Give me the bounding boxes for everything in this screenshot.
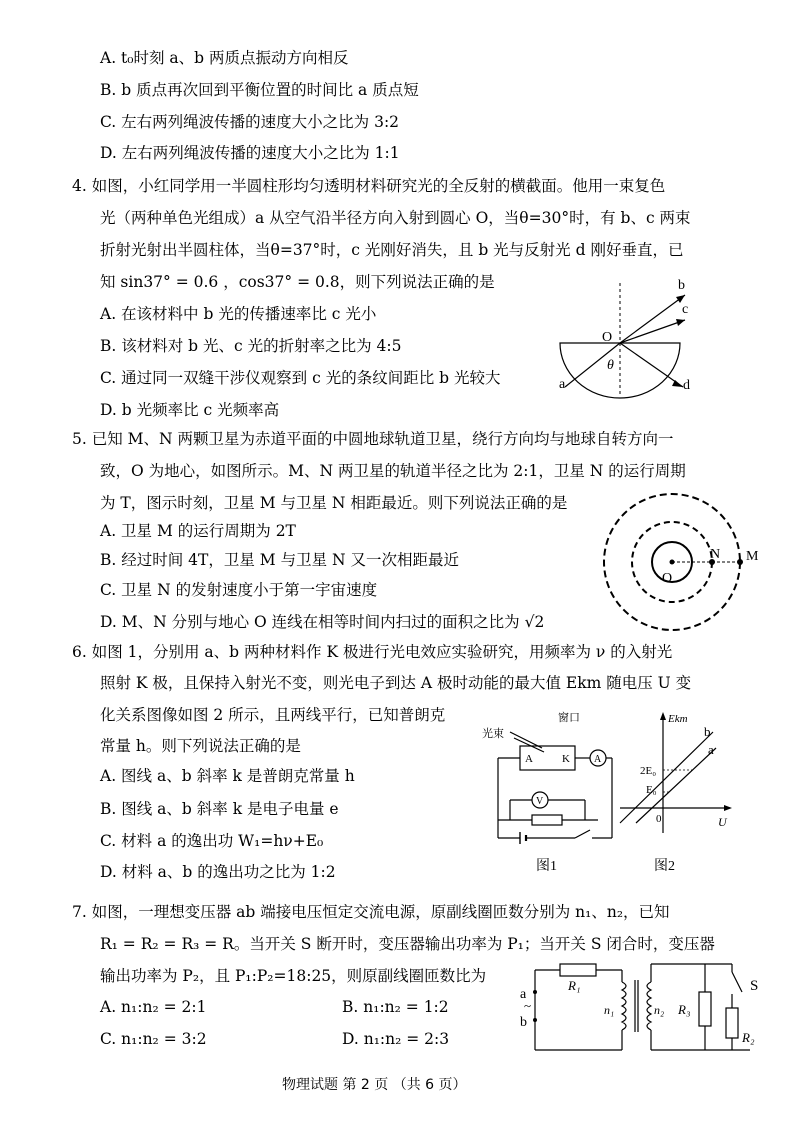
q5-option-c: C. 卫星 N 的发射速度小于第一宇宙速度	[100, 581, 378, 599]
q6-stem-line4: 常量 h。则下列说法正确的是	[100, 737, 301, 755]
label-r3: R₃	[678, 1002, 691, 1017]
label-b: b	[520, 1015, 527, 1030]
q5-option-a: A. 卫星 M 的运行周期为 2T	[100, 522, 296, 540]
q6-circuit-figure-1	[480, 708, 620, 880]
q4-option-d: D. b 光频率比 c 光频率高	[100, 401, 280, 419]
label-r2: R₂	[742, 1030, 755, 1045]
q6-stem-line2: 照射 K 极，且保持入射光不变，则光电子到达 A 极时动能的最大值 Ekm 随电压 U 变	[100, 674, 692, 692]
q7-option-c: C. n₁:n₂ = 3:2	[100, 1030, 207, 1048]
rheostat	[532, 815, 562, 825]
q4-semicircle-figure	[555, 275, 720, 400]
resistor-r2	[726, 1008, 738, 1038]
line-b	[620, 732, 713, 823]
switch-s	[732, 972, 742, 992]
q5-stem-line1: 5. 已知 M、N 两颗卫星为赤道平面的中圆地球轨道卫星，绕行方向均与地球自转方向一	[72, 430, 674, 448]
label-n1: n₁	[604, 1003, 615, 1017]
label-theta: θ	[607, 358, 614, 373]
q7-transformer-figure	[510, 950, 770, 1068]
q3-option-d: D. 左右两列绳波传播的速度大小之比为 1:1	[100, 144, 400, 162]
label-origin: 0	[656, 813, 662, 825]
label-n: N	[710, 547, 721, 562]
label-k-electrode: K	[562, 753, 570, 765]
label-ac: ~	[524, 998, 532, 1013]
q3-option-c: C. 左右两列绳波传播的速度大小之比为 3:2	[100, 113, 400, 131]
q5-stem-line3: 为 T，图示时刻，卫星 M 与卫星 N 相距最近。则下列说法正确的是	[100, 494, 568, 512]
caption-fig1: 图1	[536, 859, 557, 874]
label-s: S	[750, 978, 759, 994]
q6-option-c: C. 材料 a 的逸出功 W₁=hν+E₀	[100, 832, 324, 850]
ray-b	[620, 295, 685, 343]
q4-stem-line3: 折射光射出半圆柱体，当θ=37°时，c 光刚好消失，且 b 光与反射光 d 刚好垂直，已	[100, 241, 684, 259]
q4-stem-line4: 知 sin37° = 0.6 ，cos37° = 0.8，则下列说法正确的是	[100, 273, 495, 291]
satellite-m	[737, 559, 743, 565]
q3-option-b: B. b 质点再次回到平衡位置的时间比 a 质点短	[100, 81, 419, 99]
label-m: M	[746, 549, 759, 564]
q4-stem-line1: 4. 如图，小红同学用一半圆柱形均匀透明材料研究光的全反射的横截面。他用一束复色	[72, 177, 666, 195]
label-2e0: 2E₀	[640, 765, 657, 777]
light-beam-2	[514, 738, 544, 752]
label-o: O	[602, 330, 613, 345]
page-footer: 物理试题 第 2 页 （共 6 页）	[282, 1077, 467, 1093]
q6-option-b: B. 图线 a、b 斜率 k 是电子电量 e	[100, 800, 339, 818]
q4-option-c: C. 通过同一双缝干涉仪观察到 c 光的条纹间距比 b 光较大	[100, 369, 501, 387]
q6-graph-figure-2	[618, 708, 738, 880]
q4-option-b: B. 该材料对 b 光、c 光的折射率之比为 4:5	[100, 337, 402, 355]
label-line-a: a	[708, 742, 714, 757]
q3-option-a: A. t₀时刻 a、b 两质点振动方向相反	[100, 49, 349, 67]
label-ammeter: A	[594, 754, 602, 765]
label-o: O	[662, 571, 673, 586]
q4-stem-line2: 光（两种单色光组成）a 从空气沿半径方向入射到圆心 O，当θ=30°时，有 b、c 两束	[100, 209, 691, 227]
q6-stem-line1: 6. 如图 1，分别用 a、b 两种材料作 K 极进行光电效应实验研究，用频率为 ν 的入射光	[72, 643, 673, 661]
label-u: U	[718, 815, 727, 829]
q7-option-d: D. n₁:n₂ = 2:3	[342, 1030, 450, 1048]
label-ekm: Ekm	[668, 713, 688, 725]
caption-fig2: 图2	[654, 859, 675, 874]
q6-option-a: A. 图线 a、b 斜率 k 是普朗克常量 h	[100, 767, 355, 785]
label-a: a	[520, 987, 527, 1002]
label-c: c	[682, 302, 689, 317]
q7-option-a: A. n₁:n₂ = 2:1	[100, 998, 207, 1016]
switch-blade	[575, 830, 590, 838]
label-d: d	[683, 378, 690, 393]
label-b: b	[678, 278, 685, 293]
label-r1: R₁	[568, 978, 581, 993]
label-beam: 光束	[482, 728, 504, 740]
label-voltmeter: V	[536, 796, 544, 807]
label-a-electrode: A	[525, 753, 533, 765]
primary-coil	[622, 982, 626, 1030]
resistor-r1	[560, 964, 596, 976]
q5-orbit-figure	[600, 490, 780, 640]
secondary-coil	[647, 982, 651, 1030]
label-e0: E₀	[646, 784, 657, 796]
q7-stem-line3: 输出功率为 P₂，且 P₁:P₂=18:25，则原副线圈匝数比为	[100, 967, 487, 985]
label-n2: n₂	[654, 1003, 665, 1017]
q6-option-d: D. 材料 a、b 的逸出功之比为 1:2	[100, 863, 336, 881]
q5-stem-line2: 致，O 为地心，如图所示。M、N 两卫星的轨道半径之比为 2:1，卫星 N 的运行周期	[100, 462, 686, 480]
q6-stem-line3: 化关系图像如图 2 所示，且两线平行，已知普朗克	[100, 706, 446, 724]
label-line-b: b	[704, 724, 711, 739]
arrow-c	[676, 319, 685, 326]
q7-option-b: B. n₁:n₂ = 1:2	[342, 998, 449, 1016]
ray-d	[620, 343, 683, 387]
q5-option-b: B. 经过时间 4T，卫星 M 与卫星 N 又一次相距最近	[100, 551, 460, 569]
resistor-r3	[699, 992, 711, 1026]
q7-stem-line1: 7. 如图，一理想变压器 ab 端接电压恒定交流电源，原副线圈匝数分别为 n₁、n₂，已知	[72, 903, 670, 921]
q5-option-d: D. M、N 分别与地心 O 连线在相等时间内扫过的面积之比为 √2	[100, 613, 545, 631]
label-a: a	[559, 377, 566, 392]
ray-c	[620, 320, 685, 343]
q4-option-a: A. 在该材料中 b 光的传播速率比 c 光小	[100, 305, 377, 323]
label-window: 窗口	[558, 712, 580, 724]
q7-stem-line2: R₁ = R₂ = R₃ = R。当开关 S 断开时，变压器输出功率为 P₁；当开关 S 闭合时，变压器	[100, 935, 715, 953]
